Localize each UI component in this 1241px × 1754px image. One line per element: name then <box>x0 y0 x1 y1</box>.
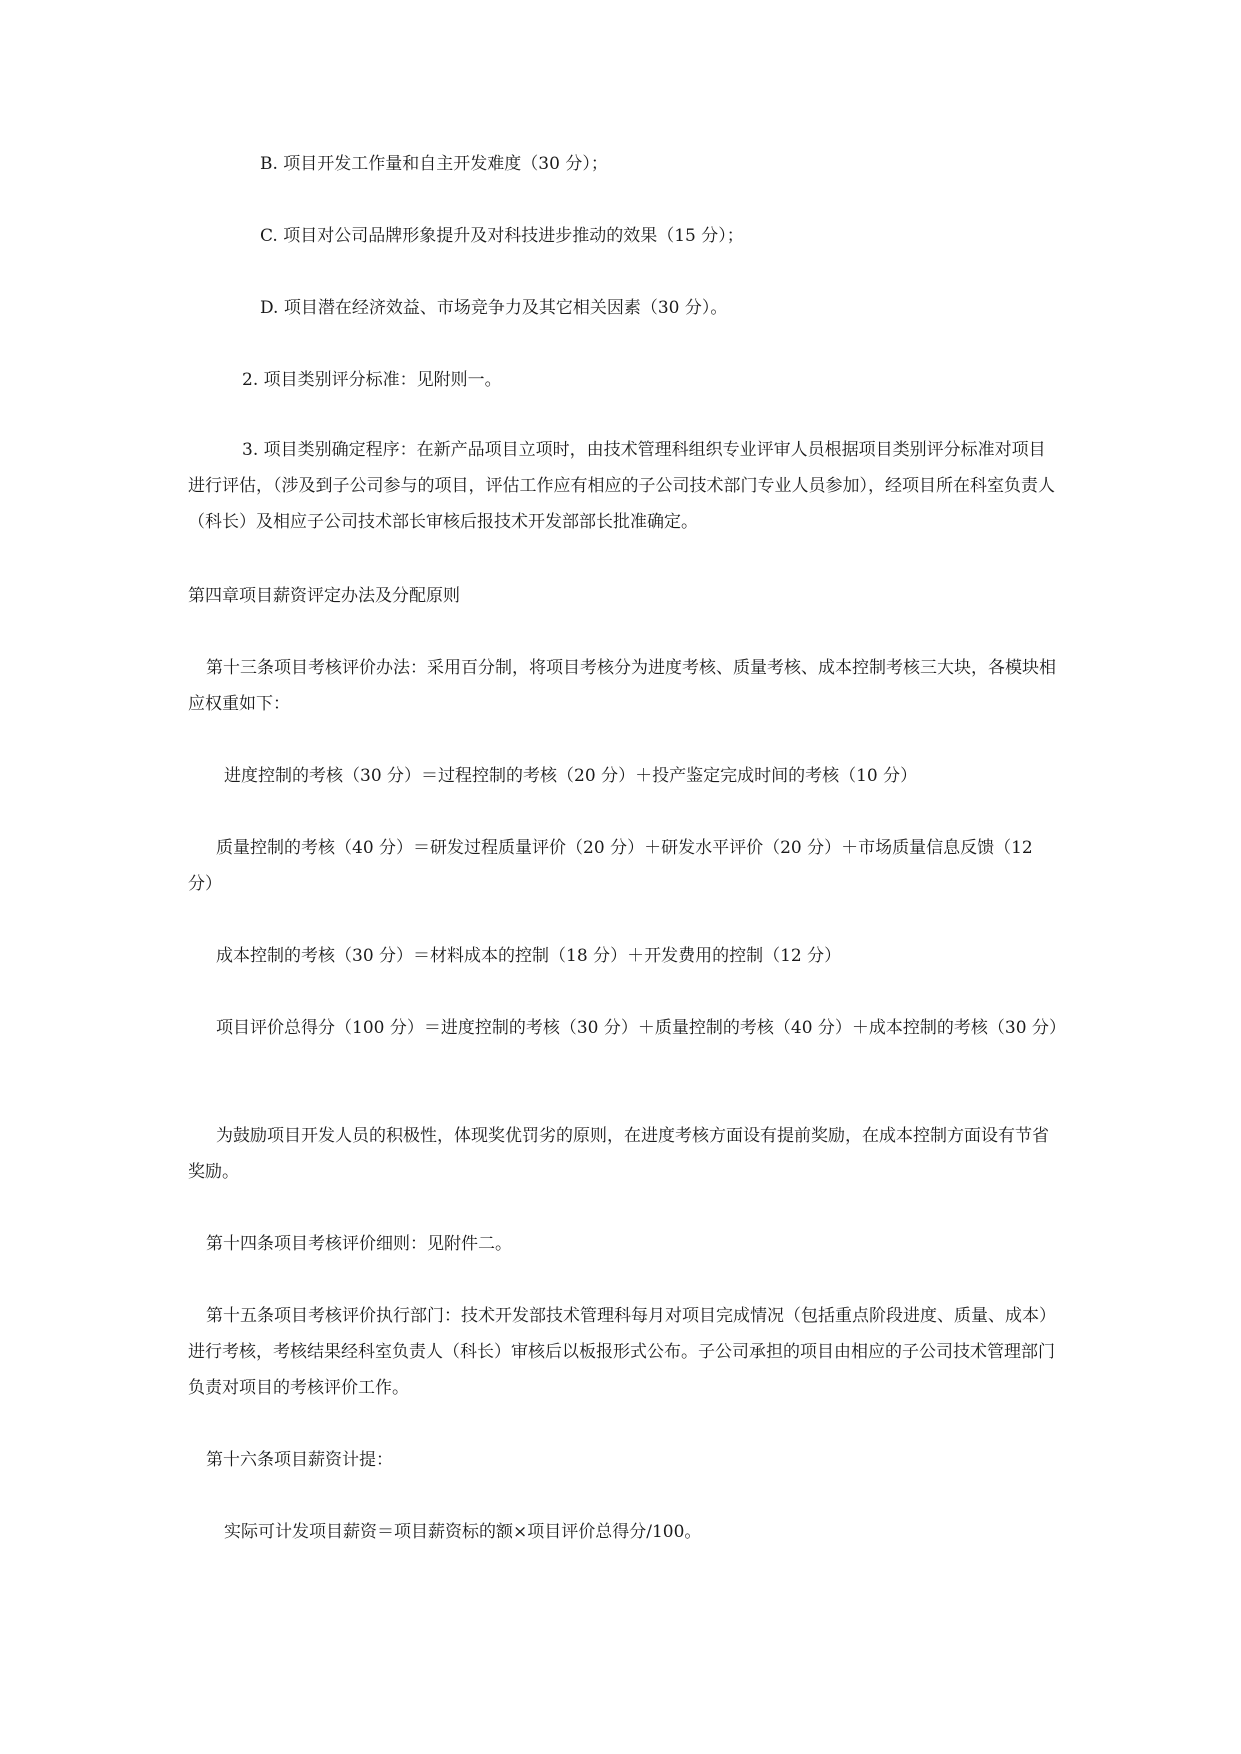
item-2: 2. 项目类别评分标准：见附则一。 <box>242 370 502 390</box>
article-14: 第十四条项目考核评价细则：见附件二。 <box>206 1234 512 1254</box>
formula-total: 项目评价总得分（100 分）＝进度控制的考核（30 分）＋质量控制的考核（40 分）＋成本控制的考核（30 分） <box>216 1018 1066 1038</box>
article-16: 第十六条项目薪资计提： <box>206 1450 393 1470</box>
formula-quality: 质量控制的考核（40 分）＝研发过程质量评价（20 分）＋研发水平评价（20 分）＋市场质量信息反馈（12 分） <box>188 838 1033 894</box>
item-d: D. 项目潜在经济效益、市场竞争力及其它相关因素（30 分）。 <box>260 298 728 318</box>
article-15: 第十五条项目考核评价执行部门：技术开发部技术管理科每月对项目完成情况（包括重点阶段进度、质量、成本）进行考核，考核结果经科室负责人（科长）审核后以板报形式公布。子公司承担的项目由相应的子公司技术管理部门负责对项目的考核评价工作。 <box>188 1306 1056 1398</box>
article-13: 第十三条项目考核评价办法：采用百分制，将项目考核分为进度考核、质量考核、成本控制考核三大块，各模块相应权重如下： <box>188 658 1056 714</box>
chapter-heading: 第四章项目薪资评定办法及分配原则 <box>188 586 460 606</box>
incentive-note: 为鼓励项目开发人员的积极性，体现奖优罚劣的原则，在进度考核方面设有提前奖励，在成本控制方面设有节省奖励。 <box>188 1126 1049 1182</box>
formula-cost: 成本控制的考核（30 分）＝材料成本的控制（18 分）＋开发费用的控制（12 分） <box>216 946 842 966</box>
item-c: C. 项目对公司品牌形象提升及对科技进步推动的效果（15 分）； <box>260 226 744 246</box>
item-b: B. 项目开发工作量和自主开发难度（30 分）； <box>260 154 608 174</box>
item-3: 3. 项目类别确定程序：在新产品项目立项时，由技术管理科组织专业评审人员根据项目类别评分标准对项目进行评估，（涉及到子公司参与的项目，评估工作应有相应的子公司技术部门专业人员参加），经项目所在科室负责人（科长）及相应子公司技术部长审核后报技术开发部部长批准确定。 <box>188 440 1055 532</box>
salary-formula: 实际可计发项目薪资＝项目薪资标的额×项目评价总得分/100。 <box>224 1522 702 1542</box>
formula-progress: 进度控制的考核（30 分）＝过程控制的考核（20 分）＋投产鉴定完成时间的考核（10 分） <box>224 766 918 786</box>
